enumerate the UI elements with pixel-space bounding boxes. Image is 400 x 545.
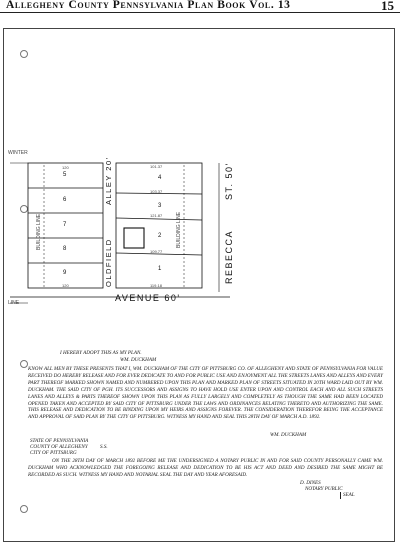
dim-label: 101.37 [150,164,163,169]
signature-duckham-1: WM. DUCKHAM [120,357,157,363]
state-label: STATE OF PENNSYLVANIA [30,438,89,444]
dim-label: 109.77 [150,249,163,254]
lot-number: 1 [158,266,162,272]
st50-label: ST. 50' [224,162,234,200]
dim-label: 121.87 [150,213,163,218]
lot-number: 8 [63,246,67,252]
adoption-statement: I HEREBY ADOPT THIS AS MY PLAN. [60,350,142,356]
avenue-label: AVENUE 60' [115,293,181,303]
winter-street-label: WINTER [8,150,28,156]
lot-number: 9 [63,270,67,276]
alley-label: ALLEY 20' [104,156,113,205]
dim-label: 120 [62,165,69,170]
ss-label: S.S. [100,444,108,450]
county-label: COUNTY OF ALLEGHENY [30,444,88,450]
seal-label: SEAL [340,492,355,499]
acknowledgement-paragraph: ON THE 28TH DAY OF MARCH 1892 BEFORE ME THE UNDERSIGNED A NOTARY PUBLIC IN AND FOR SAID COUNTY PERSONALLY CAME WM. DUCKHAM WHO ACKNOWLEDGED THE FOREGOING RELEASE AND DEDICATION TO BE HIS ACT AND DEED AND DESIRED THE SAME MIGHT BE RECORDED AS SUCH. WITNESS MY HAND AND NOTARIAL SEAL THE DAY AND YEAR AFORESAID. [28,458,383,478]
dim-label: 120 [62,283,69,288]
lot-number: 2 [158,233,162,239]
page-number: 15 [381,0,394,13]
lot-number: 4 [158,175,162,181]
dim-label: 103.37 [150,189,163,194]
dedication-paragraph: KNOW ALL MEN BY THESE PRESENTS THAT I, WM. DUCKHAM OF THE CITY OF PITTSBURG CO. OF ALLEGHENY AND STATE OF PENNSYLVANIA FOR VALUE RECEIVED DO HEREBY RELEASE AND FOR EVER DEDICATE TO AND FOR PUBLIC USE AND ENJOYMENT ALL THE STREETS LANES AND ALLEYS AND EVERY PART THEREOF MARKED SHOWN NAMED AND NUMBERED UPON THIS PLAN AND MARKED PLAN OF STREETS SITUATED IN 20TH WARD LAID OUT BY WM. DUCKHAM. THE SAID CITY OF PGH. ITS SUCCESSORS AND ASSIGNS TO HAVE HOLD USE ENTER UPON AND CONTROL EACH AND ALL SUCH STREETS LANES AND ALLEYS & PARTS THEREOF SHOWN UPON THIS PLAN AS FULLY LARGELY AND COMPLETELY AS THOUGH THE SAME HAD BEEN LOCATED OPENED TAKEN AND ACCEPTED BY SAID CITY OF PITTSBURG UNDER THE LAWS AND ORDINANCES RELATING THERETO AND AUTHORIZING THE SAME. THIS RELEASE AND DEDICATION TO BE BINDING UPON MY HEIRS AND ASSIGNS FOREVER. THE CONSIDERATION THEREFOR BEING THE ACCEPTANCE AND APPROVAL OF SAID PLAN BY THE CITY OF PITTSBURG. WITNESS MY HAND AND SEAL THIS 28TH DAY OF MARCH A.D. 1892. [28,366,383,421]
building-line-label-right: BUILDING LINE [176,211,182,248]
notary-title: NOTARY PUBLIC [305,486,343,492]
lot-line [116,218,202,220]
dim-label: 119.18 [150,283,162,288]
oldfield-label: OLDFIELD [104,238,113,287]
building-line-label-left: BUILDING LINE [36,213,42,250]
rebecca-label: REBECCA [224,229,234,284]
lot-number: 3 [158,203,162,209]
city-label: CITY OF PITTSBURG [30,450,77,456]
book-title: Allegheny County Pennsylvania Plan Book Vol. 13 [6,0,291,11]
lot-number: 5 [63,172,67,178]
house-outline [124,228,144,248]
lot-number: 7 [63,222,67,228]
lot-number: 6 [63,197,67,203]
signature-duckham-2: WM. DUCKHAM [270,432,307,438]
line-label: LINE [8,300,20,306]
notary-name: D. DINES [300,480,321,486]
